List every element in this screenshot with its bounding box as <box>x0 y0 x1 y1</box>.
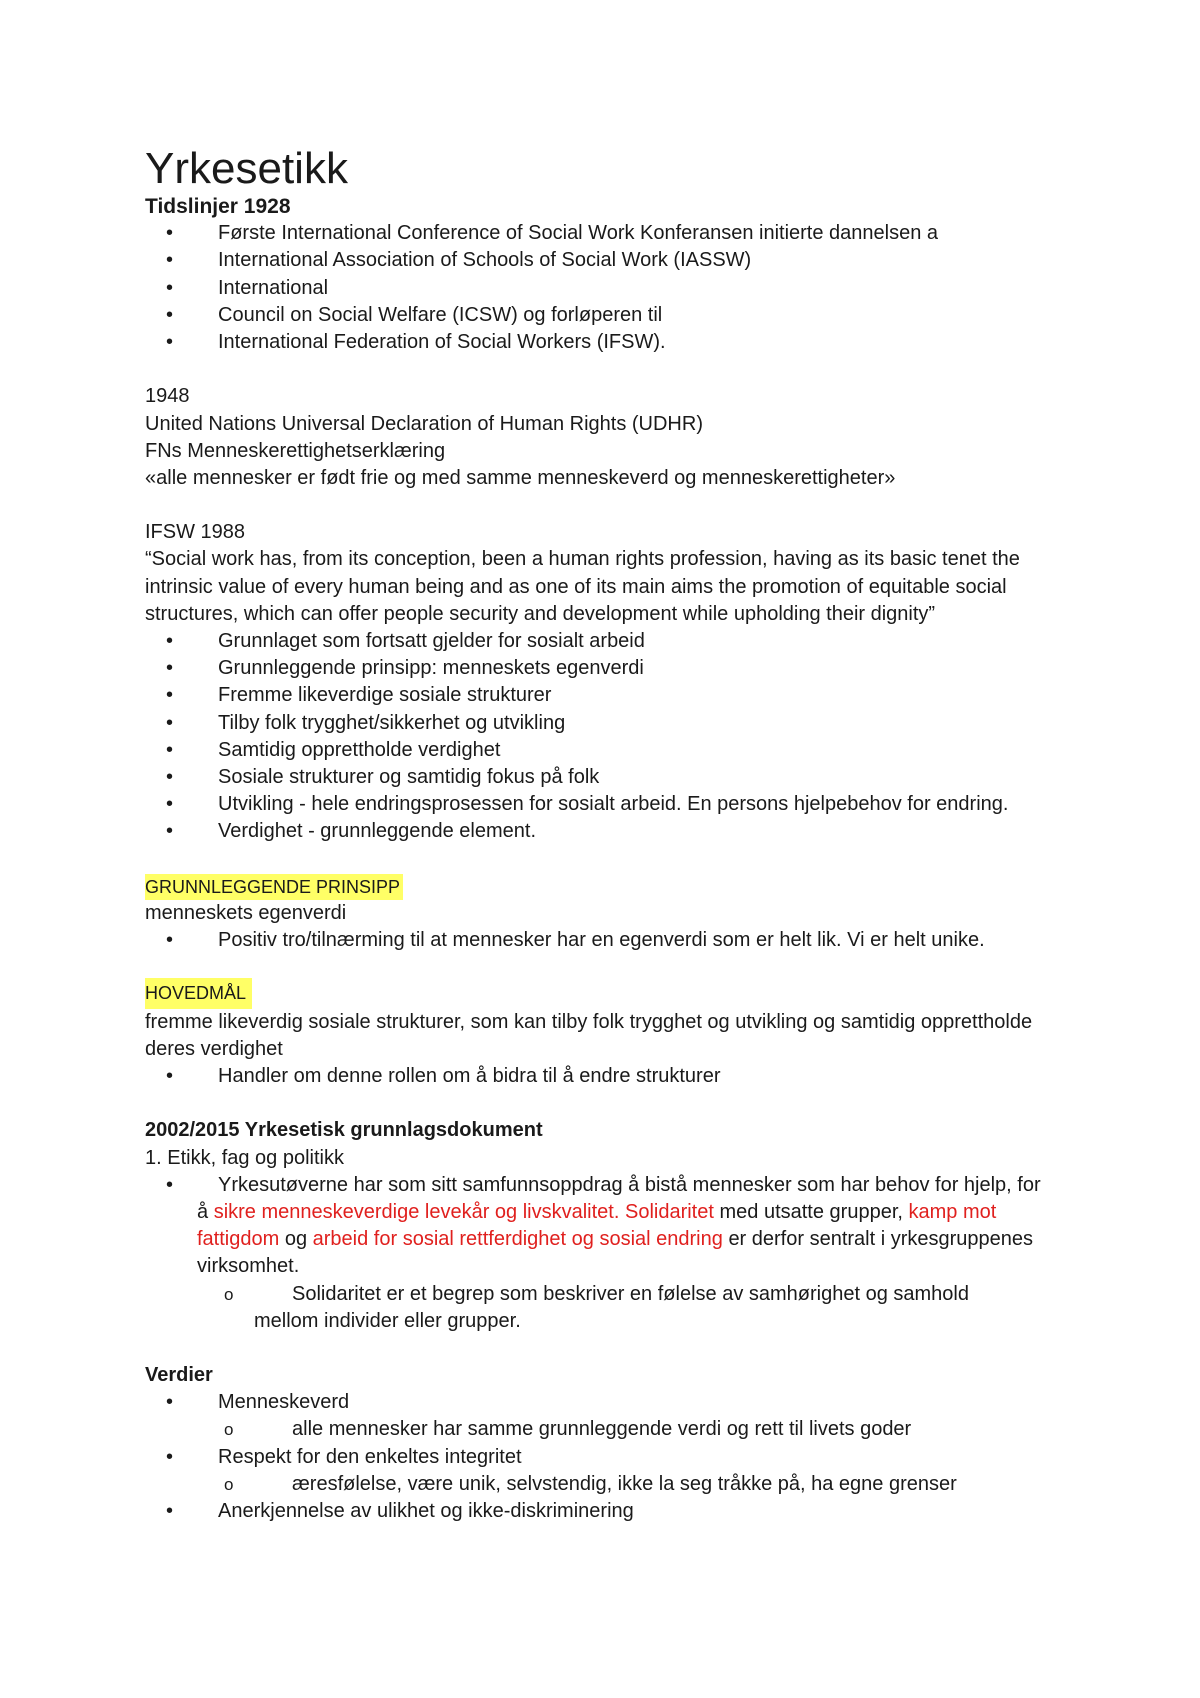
blank-line <box>145 356 1185 383</box>
emphasis-segment: fattigdom <box>197 1228 280 1251</box>
bullet-marker: • <box>166 929 174 952</box>
highlighted-label-grunnleggende-prinsipp: GRUNNLEGGENDE PRINSIPP <box>145 874 403 900</box>
list-item <box>145 818 1185 845</box>
list-item-text: International Federation of Social Workers (IFSW). <box>218 330 666 353</box>
list-item-text: International Association of Schools of Social Work (IASSW) <box>218 249 752 272</box>
list-item-text: Respekt for den enkeltes integritet <box>218 1445 522 1468</box>
bullet-marker: • <box>166 1445 174 1468</box>
highlighted-label-hovedmaal: HOVEDMÅL <box>145 978 252 1009</box>
list-item <box>145 302 1185 329</box>
list-item <box>145 1063 1185 1090</box>
sub-bullet-marker: o <box>224 1420 234 1440</box>
text-line: fremme likeverdig sosiale strukturer, som kan tilby folk trygghet og utvikling og samtidig opprettholde <box>145 1010 1033 1033</box>
bullet-marker: • <box>166 711 174 734</box>
year-label-ifsw-1988: IFSW 1988 <box>145 521 246 544</box>
sub-bullet-marker: o <box>224 1474 234 1494</box>
bullet-marker: • <box>166 1173 174 1196</box>
year-label-1948: 1948 <box>145 385 190 408</box>
paragraph-line <box>145 1199 1185 1226</box>
list-item <box>145 220 1185 247</box>
sub-list-item-text: Solidaritet er et begrep som beskriver en følelse av samhørighet og samhold <box>292 1282 969 1305</box>
text-line: deres verdighet <box>145 1037 283 1060</box>
text-line: FNs Menneskerettighetserklæring <box>145 439 446 462</box>
emphasis-segment: arbeid for sosial rettferdighet og sosial endring <box>312 1228 723 1251</box>
list-item-text: International <box>218 276 329 299</box>
emphasis-segment: sikre menneskeverdige levekår og livskvalitet. <box>213 1200 620 1223</box>
subheading: 1. Etikk, fag og politikk <box>145 1146 344 1169</box>
bullet-marker: • <box>166 303 174 326</box>
bullet-marker: • <box>166 657 174 680</box>
bullet-marker: • <box>166 1065 174 1087</box>
bullet-marker: • <box>166 276 174 299</box>
blank-line <box>145 1090 1185 1117</box>
document-body <box>145 145 1185 1525</box>
list-item-text: Sosiale strukturer og samtidig fokus på folk <box>218 765 600 788</box>
list-item-text: Utvikling - hele endringsprosessen for sosialt arbeid. En persons hjelpebehov for endring. <box>218 793 1009 816</box>
quote-line: “Social work has, from its conception, been a human rights profession, having as its basic tenet the <box>145 548 1020 571</box>
blank-line <box>145 492 1185 519</box>
paragraph-line <box>145 1253 1185 1280</box>
sub-list-item <box>145 1471 1185 1498</box>
bullet-marker: • <box>166 330 174 353</box>
quote-line: intrinsic value of every human being and as one of its main aims the promotion of equitable social <box>145 575 1007 598</box>
list-item-text: Grunnleggende prinsipp: menneskets egenverdi <box>218 657 644 680</box>
text-segment: og <box>284 1228 308 1251</box>
list-item <box>145 682 1185 709</box>
sub-list-item <box>145 1281 1185 1308</box>
highlighted-label-row <box>145 873 1185 900</box>
text-segment: med utsatte grupper, <box>719 1200 903 1223</box>
bullet-marker: • <box>166 222 174 245</box>
bullet-marker: • <box>166 793 174 816</box>
list-item <box>145 1498 1185 1525</box>
text-segment: er derfor sentralt i yrkesgruppenes <box>728 1228 1034 1251</box>
sub-list-item-continuation: mellom individer eller grupper. <box>254 1309 521 1332</box>
bullet-marker: • <box>166 1500 174 1522</box>
blank-line <box>145 954 1185 981</box>
list-item <box>145 764 1185 791</box>
list-item-text: Positiv tro/tilnærming til at mennesker har en egenverdi som er helt lik. Vi er helt unike. <box>218 929 985 952</box>
list-item-text: Handler om denne rollen om å bidra til å endre strukturer <box>218 1065 721 1087</box>
bullet-marker: • <box>166 684 174 707</box>
text-segment: å <box>197 1200 209 1223</box>
blank-line <box>145 846 1185 873</box>
section-heading-1928: Tidslinjer 1928 <box>145 195 291 218</box>
list-item <box>145 927 1185 954</box>
list-item-text: Anerkjennelse av ulikhet og ikke-diskriminering <box>218 1500 634 1522</box>
list-item <box>145 737 1185 764</box>
list-item <box>145 628 1185 655</box>
section-heading-grunnlagsdokument: 2002/2015 Yrkesetisk grunnlagsdokument <box>145 1119 543 1142</box>
list-item <box>145 655 1185 682</box>
bullet-marker: • <box>166 630 174 652</box>
list-item <box>145 247 1185 274</box>
list-item <box>145 1444 1185 1471</box>
list-item-text: Grunnlaget som fortsatt gjelder for sosialt arbeid <box>218 630 645 652</box>
emphasis-segment: Solidaritet <box>624 1200 714 1223</box>
list-item-text: Fremme likeverdige sosiale strukturer <box>218 684 552 707</box>
list-item-text: Første International Conference of Social Work Konferansen initierte dannelsen a <box>218 222 939 245</box>
text-segment: virksomhet. <box>197 1255 300 1278</box>
bullet-marker: • <box>166 820 174 843</box>
bullet-marker: • <box>166 738 174 761</box>
text-line: menneskets egenverdi <box>145 901 347 924</box>
sub-list-item <box>145 1416 1185 1443</box>
text-line: «alle mennesker er født frie og med samme menneskeverd og menneskerettigheter» <box>145 466 896 489</box>
text-line: United Nations Universal Declaration of Human Rights (UDHR) <box>145 412 703 435</box>
text-segment: Yrkesutøverne har som sitt samfunnsoppdrag å bistå mennesker som har behov for hjelp, for <box>218 1173 1041 1196</box>
section-heading-verdier: Verdier <box>145 1364 213 1387</box>
bullet-marker: • <box>166 249 174 272</box>
sub-list-item-text: alle mennesker har samme grunnleggende verdi og rett til livets goder <box>292 1418 912 1441</box>
list-item-text: Tilby folk trygghet/sikkerhet og utvikling <box>218 711 566 734</box>
list-item-text: Verdighet - grunnleggende element. <box>218 820 537 843</box>
list-item <box>145 791 1185 818</box>
list-item <box>145 710 1185 737</box>
sub-list-item-text: æresfølelse, være unik, selvstendig, ikke la seg tråkke på, ha egne grenser <box>292 1472 957 1495</box>
paragraph-line <box>145 1226 1185 1253</box>
bullet-marker: • <box>166 1391 174 1414</box>
sub-bullet-marker: o <box>224 1284 234 1304</box>
bullet-marker: • <box>166 765 174 788</box>
blank-line <box>145 1335 1185 1362</box>
emphasis-segment: kamp mot <box>908 1200 997 1223</box>
list-item-text: Council on Social Welfare (ICSW) og forløperen til <box>218 303 663 326</box>
highlighted-label-row <box>145 981 1185 1008</box>
list-item-text: Menneskeverd <box>218 1391 350 1414</box>
list-item <box>145 329 1185 356</box>
quote-line: structures, which can offer people security and development while upholding their dignity” <box>145 602 936 625</box>
list-item-text: Samtidig opprettholde verdighet <box>218 738 501 761</box>
list-item <box>145 1389 1185 1416</box>
paragraph-line <box>145 1172 1185 1199</box>
page-title: Yrkesetikk <box>145 144 348 193</box>
list-item <box>145 275 1185 302</box>
